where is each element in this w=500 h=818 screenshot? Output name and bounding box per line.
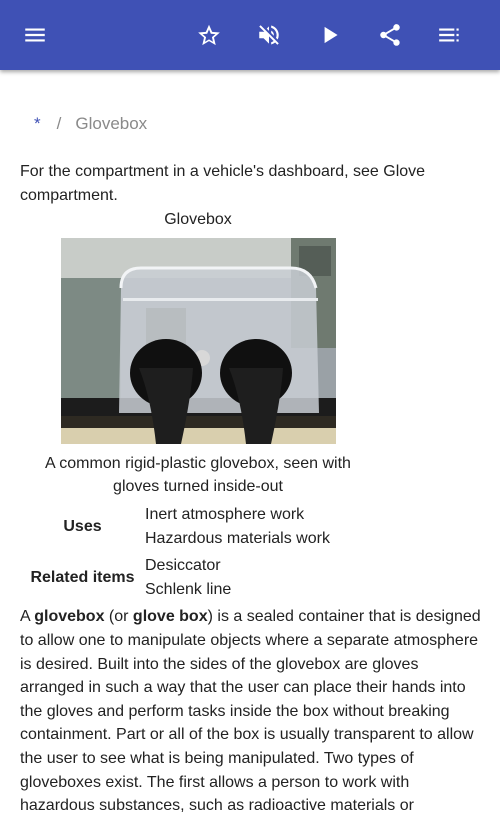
infobox-value-link[interactable]: Desiccator <box>145 557 221 575</box>
infobox-caption: A common rigid-plastic glovebox, seen with gloves turned inside-out <box>45 454 351 496</box>
article-content <box>20 160 482 818</box>
article-paragraph <box>20 605 482 817</box>
playlist-button[interactable] <box>425 10 475 60</box>
bold-term: glovebox <box>34 608 105 626</box>
play-button[interactable] <box>305 10 355 60</box>
bold-term: glove box <box>132 608 208 626</box>
paragraph-text: ) is a sealed container that is designed to allow one to manipulate objects where a separate atmosphere is desired. Built into the sides of the glovebox are gloves arranged in such a way that the user can place their hands into the gloves and perform tasks inside the box without breaking containment. Part or all of the box is usually transparent to allow the user to see what is being manipulated. Two types of gloveboxes exist. The first allows a person to work with hazardous substances, such as radioactive materials or <box>20 608 481 815</box>
glovebox-photo[interactable] <box>61 238 336 444</box>
mute-button[interactable] <box>244 10 294 60</box>
breadcrumb-separator: / <box>56 114 62 133</box>
share-icon <box>377 22 403 48</box>
star-icon <box>196 22 222 48</box>
breadcrumb <box>34 114 147 134</box>
infobox <box>20 208 380 601</box>
hatnote[interactable]: For the compartment in a vehicle's dashboard, see Glove compartment. <box>20 163 426 204</box>
menu-icon <box>22 22 48 48</box>
infobox-label-related-items: Related items <box>30 568 135 586</box>
paragraph-text: A <box>20 608 35 626</box>
infobox-row-related-items <box>20 554 380 601</box>
infobox-label-uses: Uses <box>63 517 102 535</box>
infobox-row-uses <box>20 503 380 550</box>
glovebox-image <box>61 238 336 444</box>
favorite-button[interactable] <box>184 10 234 60</box>
share-button[interactable] <box>365 10 415 60</box>
play-icon <box>317 22 343 48</box>
breadcrumb-current: Glovebox <box>75 114 148 133</box>
infobox-title: Glovebox <box>164 211 232 229</box>
app-bar <box>0 0 500 70</box>
playlist-icon <box>437 22 463 48</box>
infobox-value: Hazardous materials work <box>145 529 330 547</box>
menu-button[interactable] <box>10 10 60 60</box>
infobox-value: Inert atmosphere work <box>145 505 305 523</box>
breadcrumb-root-link[interactable]: * <box>34 114 41 133</box>
volume-off-icon <box>256 22 282 48</box>
paragraph-text: (or <box>104 608 133 626</box>
infobox-value-link[interactable]: Schlenk line <box>145 580 232 598</box>
